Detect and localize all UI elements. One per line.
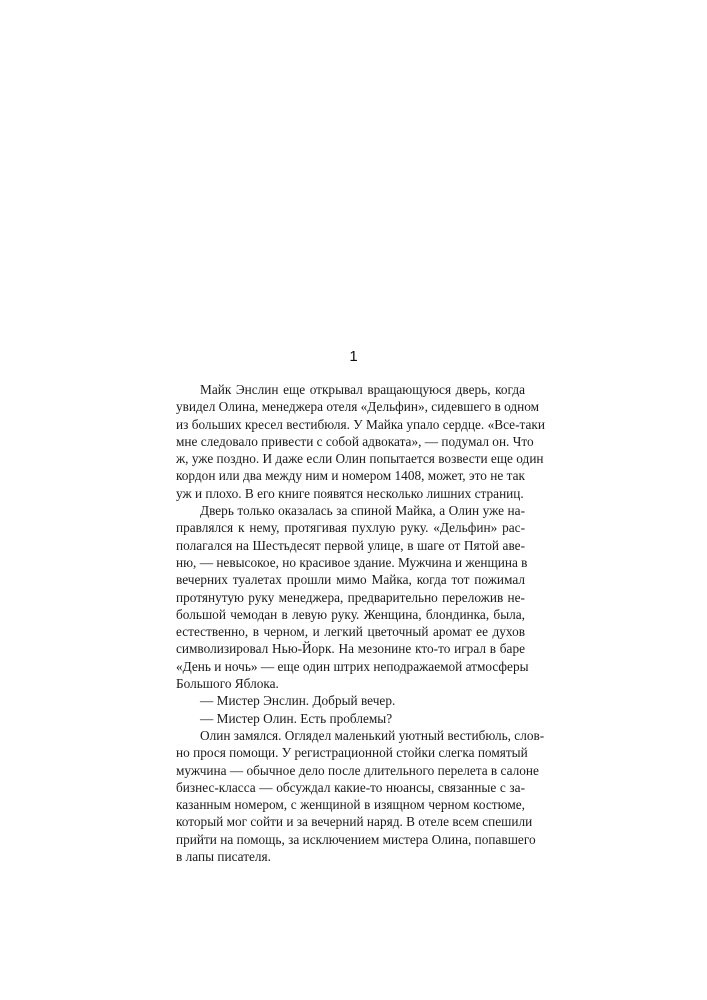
text-line: мужчина — обычное дело после длительного перелета в салоне xyxy=(176,762,539,778)
text-line: в лапы писателя. xyxy=(176,849,271,865)
text-line: увидел Олина, менеджера отеля «Дельфин», сидевшего в одном xyxy=(176,399,540,415)
text-line: ню, — невысокое, но красивое здание. Мужчина и женщина в xyxy=(176,554,528,570)
text-line: уж и плохо. В его книге появятся несколько лишних страниц. xyxy=(176,485,524,501)
text-line: Олин замялся. Оглядел маленький уютный вестибюль, слов- xyxy=(200,727,545,743)
text-line: Большого Яблока. xyxy=(176,676,279,692)
text-line: «День и ночь» — еще один штрих неподражаемой атмосферы xyxy=(176,658,529,674)
text-line: из больших кресел вестибюля. У Майка упало сердце. «Все-таки xyxy=(176,416,545,432)
text-line: — Мистер Олин. Есть проблемы? xyxy=(200,710,393,726)
text-line: который мог сойти и за вечерний наряд. В отеле всем спешили xyxy=(176,814,533,830)
text-line: казанным номером, с женщиной в изящном черном костюме, xyxy=(176,797,525,813)
text-line: кордон или два между ним и номером 1408, может, это не так xyxy=(176,468,525,484)
text-line: полагался на Шестьдесят первой улице, в шаге от Пятой аве- xyxy=(176,537,525,553)
text-line: Дверь только оказалась за спиной Майка, а Олин уже на- xyxy=(200,503,525,519)
text-line: ж, уже поздно. И даже если Олин попытается возвести еще один xyxy=(176,451,544,467)
text-line: прийти на помощь, за исключением мистера Олина, попавшего xyxy=(176,831,536,847)
text-line: большой чемодан в левую руку. Женщина, блондинка, была, xyxy=(176,606,525,622)
text-line: Майк Энслин еще открывал вращающуюся дверь, когда xyxy=(200,382,525,397)
text-line: символизировал Нью-Йорк. На мезонине кто-то играл в баре xyxy=(176,641,525,657)
chapter-body-text xyxy=(176,381,545,865)
text-line: бизнес-класса — обсуждал какие-то нюансы, связанные с за- xyxy=(176,779,525,795)
chapter-number: 1 xyxy=(349,348,358,365)
text-line: протянутую руку менеджера, предварительно переложив не- xyxy=(176,589,525,605)
text-line: — Мистер Энслин. Добрый вечер. xyxy=(200,693,396,709)
text-line: но прося помощи. У регистрационной стойки слегка помятый xyxy=(176,745,528,761)
text-line: естественно, в черном, и легкий цветочный аромат ее духов xyxy=(176,624,525,640)
text-line: вечерних туалетах прошли мимо Майка, когда тот пожимал xyxy=(176,572,525,588)
text-line: правлялся к нему, протягивая пухлую руку. «Дельфин» рас- xyxy=(176,520,525,536)
text-line: мне следовало привести с собой адвоката», — подумал он. Что xyxy=(176,433,534,449)
